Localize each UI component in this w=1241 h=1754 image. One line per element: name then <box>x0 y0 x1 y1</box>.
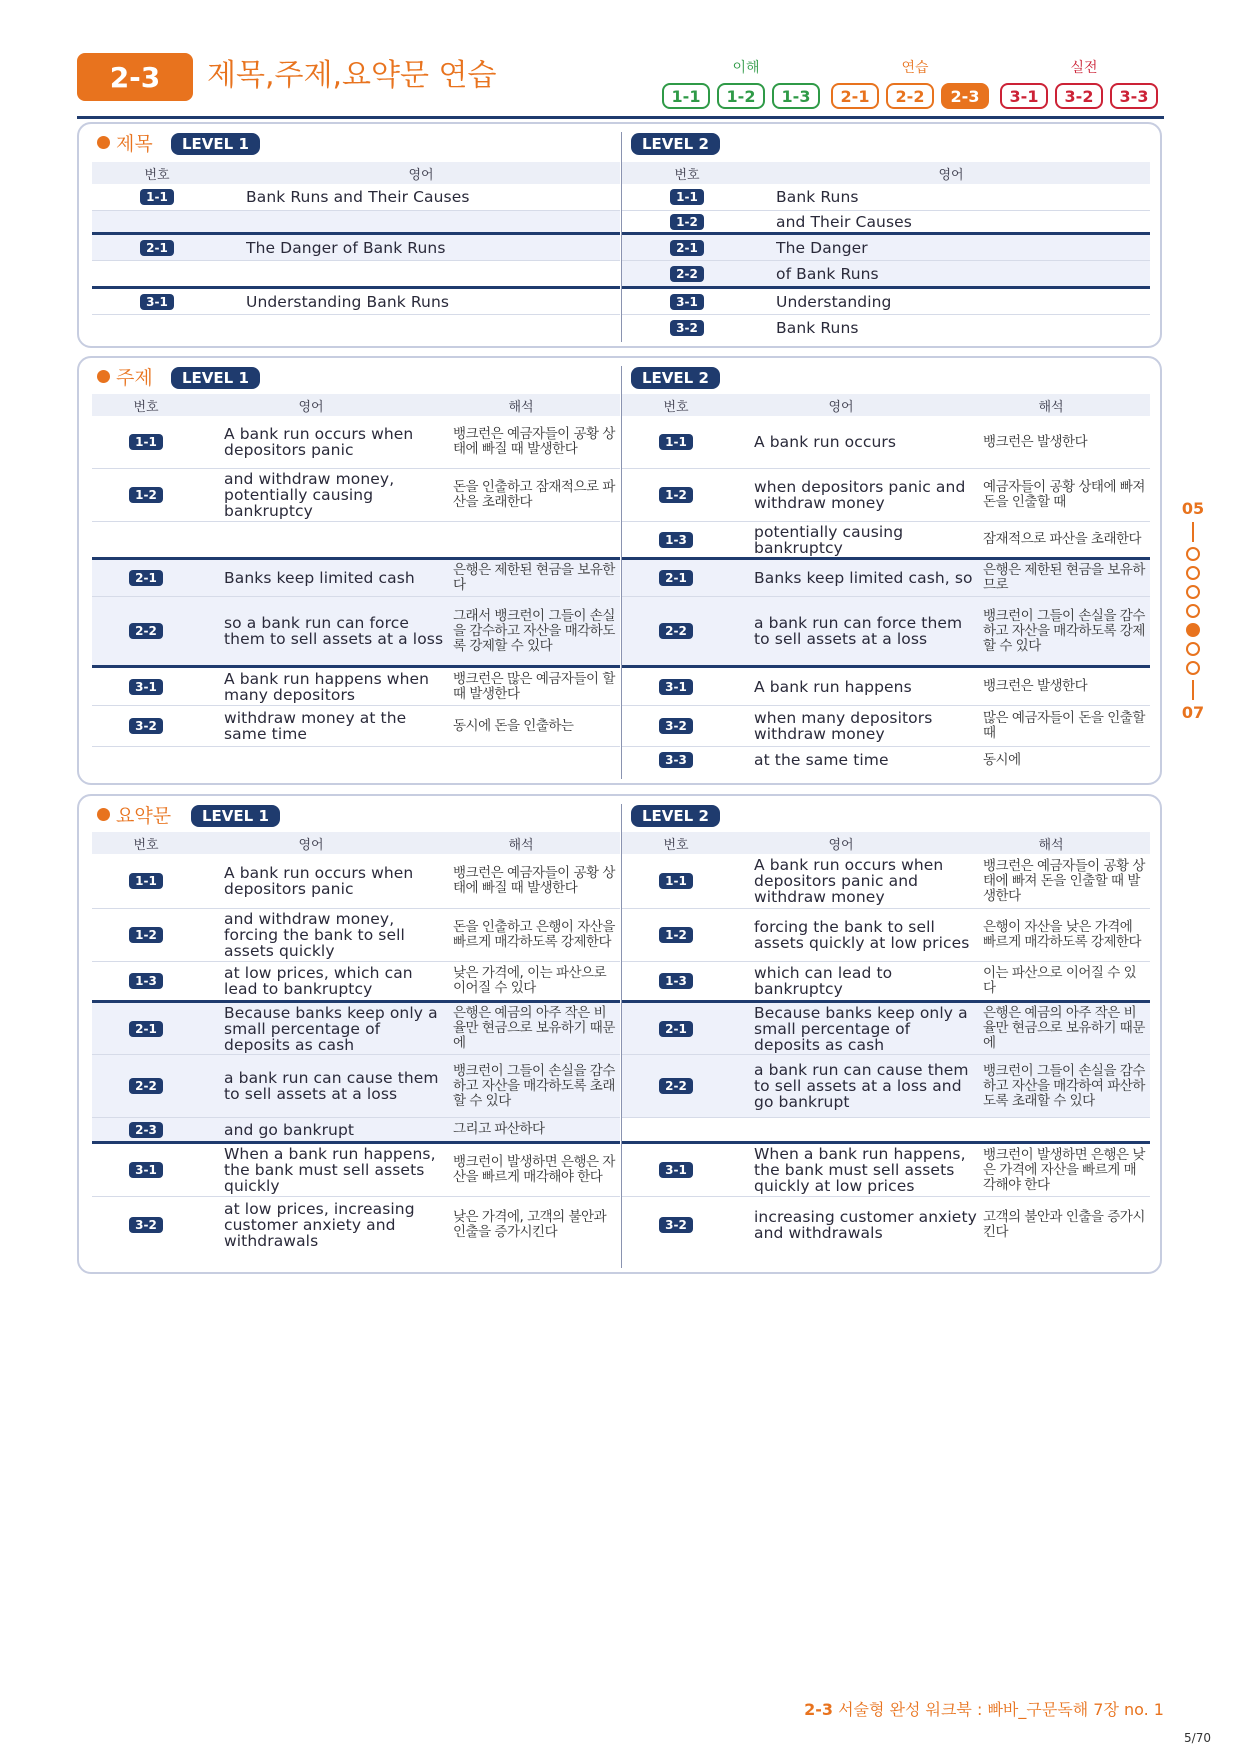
table-row <box>622 854 1150 908</box>
row-korean: 뱅크런이 그들이 손실을 감수하고 자산을 매각하도록 강제할 수 있다 <box>983 607 1145 654</box>
title-level1-table <box>92 162 620 346</box>
row-english: Understanding <box>776 292 892 311</box>
bullet-dot <box>97 808 110 821</box>
row-number: 1-1 <box>659 873 693 889</box>
table-row-empty <box>92 522 620 557</box>
row-korean: 낮은 가격에, 고객의 불안과 인출을 증가시킨다 <box>453 1209 607 1240</box>
row-english: and go bankrupt <box>224 1120 355 1139</box>
row-number: 1-2 <box>129 927 163 943</box>
side-progress-nav <box>1181 500 1205 722</box>
table-row <box>622 235 1150 260</box>
section-topic-practice <box>77 356 1162 785</box>
row-number: 2-2 <box>659 1078 693 1094</box>
row-english: so a bank run can force them to sell assets at a loss <box>224 614 444 648</box>
unit-badge: 2-3 <box>77 53 193 101</box>
row-english: potentially causing bankruptcy <box>754 522 904 557</box>
table-header: 번호 영어 <box>92 162 620 184</box>
row-number: 2-1 <box>140 240 174 256</box>
row-number: 1-3 <box>129 973 163 989</box>
row-korean: 뱅크런은 발생한다 <box>983 433 1088 450</box>
row-number: 1-2 <box>670 214 704 230</box>
row-number: 2-1 <box>129 570 163 586</box>
row-number: 3-1 <box>659 679 693 695</box>
row-number: 1-2 <box>129 487 163 503</box>
step-1-1[interactable]: 1-1 <box>662 83 710 109</box>
table-row <box>622 261 1150 286</box>
progress-circle-icon[interactable] <box>1186 661 1200 675</box>
row-number: 2-1 <box>659 1021 693 1037</box>
table-row <box>622 560 1150 596</box>
row-number: 2-2 <box>129 1078 163 1094</box>
row-number: 1-2 <box>659 487 693 503</box>
row-korean: 동시에 돈을 인출하는 <box>453 717 574 734</box>
level1-badge: LEVEL 1 <box>171 133 260 155</box>
row-number: 3-2 <box>129 718 163 734</box>
row-english: A bank run occurs <box>754 433 897 451</box>
row-english: Banks keep limited cash <box>224 569 415 587</box>
table-row <box>92 706 620 746</box>
table-row <box>92 1197 620 1253</box>
row-english: forcing the bank to sell assets quickly at low prices <box>754 918 970 952</box>
page-number: 5/70 <box>1184 1731 1211 1745</box>
table-row <box>622 416 1150 468</box>
row-english: A bank run occurs when depositors panic <box>224 864 414 898</box>
row-korean: 은행은 제한된 현금을 보유한다 <box>453 562 615 593</box>
row-korean: 돈을 인출하고 잠재적으로 파산을 초래한다 <box>453 479 615 510</box>
row-korean: 은행이 자산을 낮은 가격에 빠르게 매각하도록 강제한다 <box>983 919 1142 950</box>
progress-circle-icon[interactable] <box>1186 547 1200 561</box>
side-nav-end: 07 <box>1181 703 1205 722</box>
table-row <box>622 962 1150 1000</box>
row-korean: 동시에 <box>983 751 1021 768</box>
row-english: a bank run can force them to sell assets at a loss <box>754 614 963 648</box>
page-title: 제목,주제,요약문 연습 <box>207 58 497 93</box>
table-row <box>92 235 620 260</box>
section-heading-title: 제목 <box>97 132 153 156</box>
step-3-1[interactable]: 3-1 <box>1000 83 1048 109</box>
summary-level2-table <box>622 832 1150 1272</box>
row-number: 3-2 <box>659 1217 693 1233</box>
table-row-empty <box>92 315 620 341</box>
row-english: The Danger of Bank Runs <box>246 238 446 257</box>
row-english: at low prices, increasing customer anxiety and withdrawals <box>224 1200 415 1250</box>
row-english: The Danger <box>776 238 868 257</box>
row-english: at the same time <box>754 751 889 769</box>
level2-badge: LEVEL 2 <box>631 805 720 827</box>
row-english: increasing customer anxiety and withdrawals <box>754 1208 977 1242</box>
row-english: When a bank run happens, the bank must sell assets quickly <box>224 1145 436 1195</box>
table-row <box>92 909 620 961</box>
level1-badge: LEVEL 1 <box>171 367 260 389</box>
level2-badge: LEVEL 2 <box>631 367 720 389</box>
table-header: 번호 영어 해석 <box>622 832 1150 854</box>
table-row <box>622 469 1150 521</box>
row-korean: 뱅크런이 발생하면 은행은 자산을 빠르게 매각해야 한다 <box>453 1154 615 1185</box>
table-row <box>92 597 620 665</box>
table-row <box>622 522 1150 557</box>
row-korean: 은행은 예금의 아주 작은 비율만 현금으로 보유하기 때문에 <box>983 1005 1145 1051</box>
row-korean: 많은 예금자들이 돈을 인출할 때 <box>983 710 1145 741</box>
table-row <box>92 668 620 705</box>
section-heading-summary: 요약문 <box>97 804 171 828</box>
row-number: 1-1 <box>129 873 163 889</box>
row-korean: 뱅크런이 발생하면 은행은 낮은 가격에 자산을 빠르게 매각해야 한다 <box>983 1146 1145 1193</box>
step-3-2[interactable]: 3-2 <box>1055 83 1103 109</box>
table-row <box>92 854 620 908</box>
row-number: 1-2 <box>659 927 693 943</box>
table-row <box>622 668 1150 705</box>
row-english: when many depositors withdraw money <box>754 709 933 743</box>
table-header: 번호 영어 <box>622 162 1150 184</box>
table-row <box>622 289 1150 314</box>
row-english: and Their Causes <box>776 212 912 231</box>
table-header: 번호 영어 해석 <box>92 832 620 854</box>
row-number: 1-1 <box>659 434 693 450</box>
topic-level1-table <box>92 394 620 779</box>
table-row <box>92 1003 620 1054</box>
section-summary-practice <box>77 794 1162 1274</box>
row-korean: 은행은 제한된 현금을 보유하므로 <box>983 562 1145 593</box>
summary-level1-table <box>92 832 620 1272</box>
table-row-empty <box>92 211 620 232</box>
row-english: and withdraw money, potentially causing bankruptcy <box>224 470 395 520</box>
table-header: 번호 영어 해석 <box>622 394 1150 416</box>
section-heading-topic: 주제 <box>97 366 153 390</box>
table-row <box>622 1144 1150 1196</box>
row-korean: 이는 파산으로 이어질 수 있다 <box>983 965 1137 996</box>
row-korean: 그래서 뱅크런이 그들이 손실을 감수하고 자산을 매각하도록 강제할 수 있다 <box>453 607 615 654</box>
section-title-practice <box>77 122 1162 348</box>
step-1-3[interactable]: 1-3 <box>772 83 820 109</box>
row-number: 3-2 <box>659 718 693 734</box>
footer-code: 2-3 <box>804 1700 833 1719</box>
table-header: 번호 영어 해석 <box>92 394 620 416</box>
row-number: 3-1 <box>140 294 174 310</box>
table-row <box>92 289 620 314</box>
footer-caption <box>804 1697 1164 1720</box>
row-korean: 뱅크런은 예금자들이 공황 상태에 빠질 때 발생한다 <box>453 426 615 457</box>
row-number: 3-3 <box>659 752 693 768</box>
table-row <box>92 416 620 468</box>
side-nav-start: 05 <box>1181 499 1205 518</box>
row-korean: 뱅크런이 그들이 손실을 감수하고 자산을 매각하도록 초래할 수 있다 <box>453 1062 615 1109</box>
row-korean: 돈을 인출하고 은행이 자산을 빠르게 매각하도록 강제한다 <box>453 919 615 950</box>
row-number: 1-1 <box>670 189 704 205</box>
group-label-practice: 연습 <box>901 60 929 76</box>
table-row <box>622 1003 1150 1054</box>
bullet-dot <box>97 136 110 149</box>
row-english: of Bank Runs <box>776 264 879 283</box>
table-row <box>92 1144 620 1196</box>
row-english: and withdraw money, forcing the bank to sell assets quickly <box>224 910 405 960</box>
table-row <box>92 469 620 521</box>
row-korean: 예금자들이 공황 상태에 빠져 돈을 인출할 때 <box>983 479 1145 510</box>
table-row <box>92 560 620 596</box>
row-korean: 그리고 파산하다 <box>453 1121 545 1137</box>
row-english: a bank run can cause them to sell assets at a loss and go bankrupt <box>754 1061 969 1111</box>
level1-badge: LEVEL 1 <box>191 805 280 827</box>
table-row <box>622 1055 1150 1117</box>
table-row-empty <box>622 1118 1150 1141</box>
table-row <box>92 184 620 210</box>
table-row <box>92 1118 620 1141</box>
row-korean: 은행은 예금의 아주 작은 비율만 현금으로 보유하기 때문에 <box>453 1005 615 1051</box>
level2-badge: LEVEL 2 <box>631 133 720 155</box>
row-number: 1-1 <box>129 434 163 450</box>
row-korean: 잠재적으로 파산을 초래한다 <box>983 531 1142 547</box>
row-number: 3-2 <box>129 1217 163 1233</box>
title-level2-table <box>622 162 1150 346</box>
row-number: 2-1 <box>129 1021 163 1037</box>
side-nav-line <box>1192 680 1194 700</box>
row-english: withdraw money at the same time <box>224 709 407 743</box>
row-number: 2-2 <box>670 266 704 282</box>
row-number: 2-1 <box>659 570 693 586</box>
topic-level2-table <box>622 394 1150 779</box>
table-row <box>622 211 1150 232</box>
step-2-2[interactable]: 2-2 <box>886 83 934 109</box>
table-row <box>92 1055 620 1117</box>
row-english: Bank Runs and Their Causes <box>246 188 470 206</box>
row-number: 1-1 <box>140 189 174 205</box>
row-english: Because banks keep only a small percentage of deposits as cash <box>224 1003 438 1054</box>
row-korean: 뱅크런은 예금자들이 공황 상태에 빠질 때 발생한다 <box>453 865 615 896</box>
group-label-understand: 이해 <box>732 60 760 76</box>
row-english: A bank run happens <box>754 677 912 696</box>
row-number: 2-2 <box>129 623 163 639</box>
row-number: 3-1 <box>129 679 163 695</box>
row-number: 3-1 <box>659 1162 693 1178</box>
header-rule <box>77 116 1164 119</box>
side-nav-line <box>1192 522 1194 542</box>
progress-circle-icon[interactable] <box>1186 566 1200 580</box>
table-row <box>622 597 1150 665</box>
table-row <box>622 747 1150 773</box>
row-english: A bank run occurs when depositors panic and withdraw money <box>754 856 944 906</box>
row-korean: 고객의 불안과 인출을 증가시킨다 <box>983 1209 1145 1240</box>
row-number: 3-1 <box>670 294 704 310</box>
table-row <box>622 315 1150 341</box>
row-english: when depositors panic and withdraw money <box>754 478 966 512</box>
row-english: A bank run occurs when depositors panic <box>224 425 414 459</box>
row-number: 3-2 <box>670 320 704 336</box>
row-number: 1-3 <box>659 973 693 989</box>
table-row <box>622 184 1150 210</box>
table-row <box>622 1197 1150 1253</box>
row-english: Bank Runs <box>776 188 859 206</box>
row-english: a bank run can cause them to sell assets at a loss <box>224 1069 439 1103</box>
row-english: Because banks keep only a small percentage of deposits as cash <box>754 1003 968 1054</box>
table-row <box>622 909 1150 961</box>
row-korean: 낮은 가격에, 이는 파산으로 이어질 수 있다 <box>453 965 607 996</box>
step-3-3[interactable]: 3-3 <box>1110 83 1158 109</box>
row-english: Banks keep limited cash, so <box>754 569 973 587</box>
step-2-3-active[interactable]: 2-3 <box>941 83 989 109</box>
row-english: When a bank run happens, the bank must sell assets quickly at low prices <box>754 1145 966 1195</box>
step-1-2[interactable]: 1-2 <box>717 83 765 109</box>
row-korean: 뱅크런은 많은 예금자들이 할 때 발생한다 <box>453 670 615 702</box>
row-korean: 뱅크런은 발생한다 <box>983 678 1088 694</box>
row-number: 2-3 <box>129 1122 163 1138</box>
row-number: 3-1 <box>129 1162 163 1178</box>
footer-text: 서술형 완성 워크북 : 빠바_구문독해 7장 no. 1 <box>838 1700 1164 1719</box>
group-label-real: 실전 <box>1070 60 1098 76</box>
row-number: 2-1 <box>670 240 704 256</box>
bullet-dot <box>97 370 110 383</box>
row-english: Bank Runs <box>776 319 859 337</box>
table-row <box>622 706 1150 746</box>
table-row-empty <box>92 747 620 773</box>
row-english: which can lead to bankruptcy <box>754 964 893 998</box>
row-number: 2-2 <box>659 623 693 639</box>
row-english: Understanding Bank Runs <box>246 292 450 311</box>
row-english: at low prices, which can lead to bankruptcy <box>224 964 413 998</box>
progress-circle-icon[interactable] <box>1186 604 1200 618</box>
step-navigation <box>662 83 1162 109</box>
step-2-1[interactable]: 2-1 <box>831 83 879 109</box>
row-number: 1-3 <box>659 532 693 548</box>
table-row-empty <box>92 261 620 286</box>
progress-circle-icon[interactable] <box>1186 585 1200 599</box>
progress-circle-current-icon[interactable] <box>1186 623 1200 637</box>
table-row <box>92 962 620 1000</box>
progress-circle-icon[interactable] <box>1186 642 1200 656</box>
row-english: A bank run happens when many depositors <box>224 669 430 704</box>
row-korean: 뱅크런이 그들이 손실을 감수하고 자산을 매각하여 파산하도록 초래할 수 있다 <box>983 1062 1145 1109</box>
row-korean: 뱅크런은 예금자들이 공황 상태에 빠져 돈을 인출할 때 발생한다 <box>983 857 1145 904</box>
